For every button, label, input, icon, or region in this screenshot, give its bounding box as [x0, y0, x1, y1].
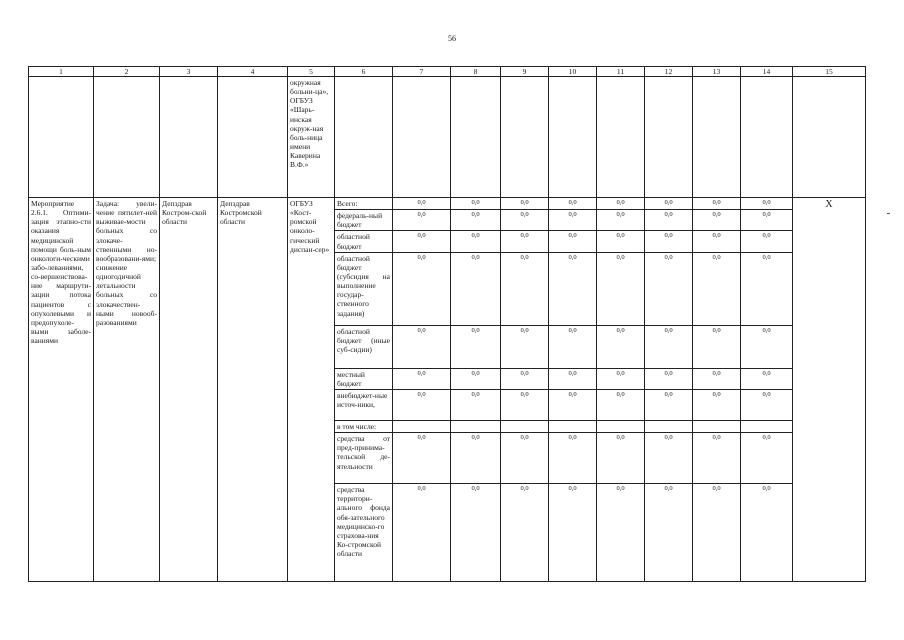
funding-value: 0,0 — [597, 433, 645, 484]
column-header: 1 — [29, 67, 94, 77]
funding-value: 0,0 — [451, 433, 501, 484]
funding-value: 0,0 — [451, 325, 501, 368]
funding-value: 0,0 — [501, 389, 549, 420]
funding-value: 0,0 — [741, 368, 793, 389]
column-header: 15 — [793, 67, 866, 77]
empty-cell — [335, 77, 393, 198]
empty-cell — [393, 77, 451, 198]
empty-cell — [597, 77, 645, 198]
funding-value: 0,0 — [451, 484, 501, 582]
funding-value: 0,0 — [645, 325, 693, 368]
funding-value: 0,0 — [597, 389, 645, 420]
column-header: 9 — [501, 67, 549, 77]
funding-value: 0,0 — [741, 198, 793, 210]
funding-value: 0,0 — [549, 210, 597, 231]
funding-value: 0,0 — [597, 198, 645, 210]
funding-value: 0,0 — [549, 325, 597, 368]
funding-source: областной бюджет — [335, 231, 393, 252]
funding-value: 0,0 — [501, 368, 549, 389]
funding-value: 0,0 — [393, 389, 451, 420]
funding-value: 0,0 — [501, 198, 549, 210]
empty-cell — [693, 77, 741, 198]
funding-source: средства территори-ального фонда обя-зательного медицинско-го страхова-ния Ко-стромской области — [335, 484, 393, 582]
funding-value: 0,0 — [645, 210, 693, 231]
funding-value — [549, 420, 597, 432]
scan-mark — [887, 213, 890, 214]
funding-value: 0,0 — [549, 484, 597, 582]
funding-value: 0,0 — [501, 325, 549, 368]
funding-value: 0,0 — [693, 484, 741, 582]
funding-value: 0,0 — [549, 389, 597, 420]
funding-value: 0,0 — [393, 325, 451, 368]
funding-value: 0,0 — [393, 484, 451, 582]
funding-value: 0,0 — [597, 368, 645, 389]
empty-cell — [549, 77, 597, 198]
column-header: 14 — [741, 67, 793, 77]
funding-value: 0,0 — [549, 252, 597, 325]
funding-value: 0,0 — [393, 252, 451, 325]
funding-value: 0,0 — [645, 368, 693, 389]
funding-value: 0,0 — [693, 368, 741, 389]
empty-cell — [160, 77, 218, 198]
column-header: 6 — [335, 67, 393, 77]
funding-value: 0,0 — [451, 198, 501, 210]
funding-value — [393, 420, 451, 432]
funding-value: 0,0 — [451, 210, 501, 231]
funding-value: 0,0 — [451, 389, 501, 420]
funding-value: 0,0 — [741, 231, 793, 252]
funding-value: 0,0 — [645, 433, 693, 484]
funding-value — [645, 420, 693, 432]
funding-value: 0,0 — [501, 210, 549, 231]
funding-value: 0,0 — [741, 389, 793, 420]
column-header: 2 — [94, 67, 160, 77]
funding-value: 0,0 — [741, 484, 793, 582]
funding-value: 0,0 — [501, 252, 549, 325]
empty-cell — [501, 77, 549, 198]
column-header: 11 — [597, 67, 645, 77]
funding-source: в том числе: — [335, 420, 393, 432]
funding-row — [29, 198, 866, 210]
result-mark: X — [793, 198, 866, 582]
funding-source: средства от пред-принима-тельской де-ятельности — [335, 433, 393, 484]
empty-cell — [451, 77, 501, 198]
column-header: 8 — [451, 67, 501, 77]
funding-value — [501, 420, 549, 432]
executor-continuation: окружная больни-ца», ОГБУЗ «Шарь-инская окруж-ная боль-ница имени Каверина В.Ф.» — [288, 77, 335, 198]
funding-value — [693, 420, 741, 432]
funding-value: 0,0 — [549, 231, 597, 252]
empty-cell — [645, 77, 693, 198]
funding-value: 0,0 — [741, 325, 793, 368]
budget-table — [28, 66, 866, 582]
funding-value: 0,0 — [393, 198, 451, 210]
empty-cell — [218, 77, 288, 198]
funding-value: 0,0 — [693, 433, 741, 484]
funding-value: 0,0 — [741, 252, 793, 325]
funding-value: 0,0 — [693, 231, 741, 252]
funding-value: 0,0 — [451, 252, 501, 325]
funding-value: 0,0 — [597, 484, 645, 582]
funding-value: 0,0 — [741, 210, 793, 231]
funding-value: 0,0 — [741, 433, 793, 484]
header-row — [29, 67, 866, 77]
funding-source: внебюджет-ные источ-ники, — [335, 389, 393, 420]
funding-value: 0,0 — [645, 231, 693, 252]
funding-value: 0,0 — [393, 231, 451, 252]
funding-source: федераль-ный бюджет — [335, 210, 393, 231]
funding-value: 0,0 — [645, 389, 693, 420]
funding-value: 0,0 — [597, 252, 645, 325]
funding-value: 0,0 — [451, 231, 501, 252]
measure-name: Мероприятие 2.6.1. Оптими-зация этапно-сти оказания медицинской помощи боль-ным онкологи-ческими забо-леваниями, со-вершенствова-ние маршрути-зации потока пациентов с опухолевыми и предопухоле-выми заболе-ваниями — [29, 198, 94, 582]
funding-value: 0,0 — [597, 210, 645, 231]
funding-value: 0,0 — [693, 252, 741, 325]
funding-value: 0,0 — [597, 231, 645, 252]
funding-value: 0,0 — [501, 231, 549, 252]
funding-value: 0,0 — [393, 368, 451, 389]
funding-value: 0,0 — [549, 198, 597, 210]
funding-value: 0,0 — [393, 210, 451, 231]
page-number: 56 — [448, 34, 456, 43]
column-header: 7 — [393, 67, 451, 77]
funding-value: 0,0 — [597, 325, 645, 368]
funding-value: 0,0 — [693, 325, 741, 368]
funding-source: Всего: — [335, 198, 393, 210]
funding-source: областной бюджет (субсидия на выполнение государ-ственного задания) — [335, 252, 393, 325]
funding-value: 0,0 — [693, 389, 741, 420]
funding-value: 0,0 — [393, 433, 451, 484]
funding-value: 0,0 — [645, 484, 693, 582]
column-header: 4 — [218, 67, 288, 77]
column-header: 13 — [693, 67, 741, 77]
funding-value: 0,0 — [645, 252, 693, 325]
funding-value: 0,0 — [501, 433, 549, 484]
funding-value: 0,0 — [549, 368, 597, 389]
empty-cell — [793, 77, 866, 198]
column-header: 12 — [645, 67, 693, 77]
funding-value — [741, 420, 793, 432]
funding-value: 0,0 — [501, 484, 549, 582]
funding-value: 0,0 — [693, 198, 741, 210]
empty-cell — [29, 77, 94, 198]
funding-value: 0,0 — [645, 198, 693, 210]
column-header: 5 — [288, 67, 335, 77]
funding-value: 0,0 — [693, 210, 741, 231]
funding-value — [597, 420, 645, 432]
co-executor: Депздрав Костромской области — [218, 198, 288, 582]
funding-value: 0,0 — [451, 368, 501, 389]
empty-cell — [94, 77, 160, 198]
funding-source: областной бюджет (иные суб-сидии) — [335, 325, 393, 368]
continuation-row — [29, 77, 866, 198]
funding-source: местный бюджет — [335, 368, 393, 389]
empty-cell — [741, 77, 793, 198]
measure-task: Задача: увели-чение пятилет-ней выживае-мости больных со злокаче-ственными но-вообразовани-ями; снижение одногодичной летальности больных со злокачествен-ными новооб-разованиями — [94, 198, 160, 582]
column-header: 3 — [160, 67, 218, 77]
executor: ОГБУЗ «Кост-ромской онколо-гический диспан-сер» — [288, 198, 335, 582]
funding-value — [451, 420, 501, 432]
column-header: 10 — [549, 67, 597, 77]
responsible-executor: Депздрав Костром-ской области — [160, 198, 218, 582]
funding-value: 0,0 — [549, 433, 597, 484]
